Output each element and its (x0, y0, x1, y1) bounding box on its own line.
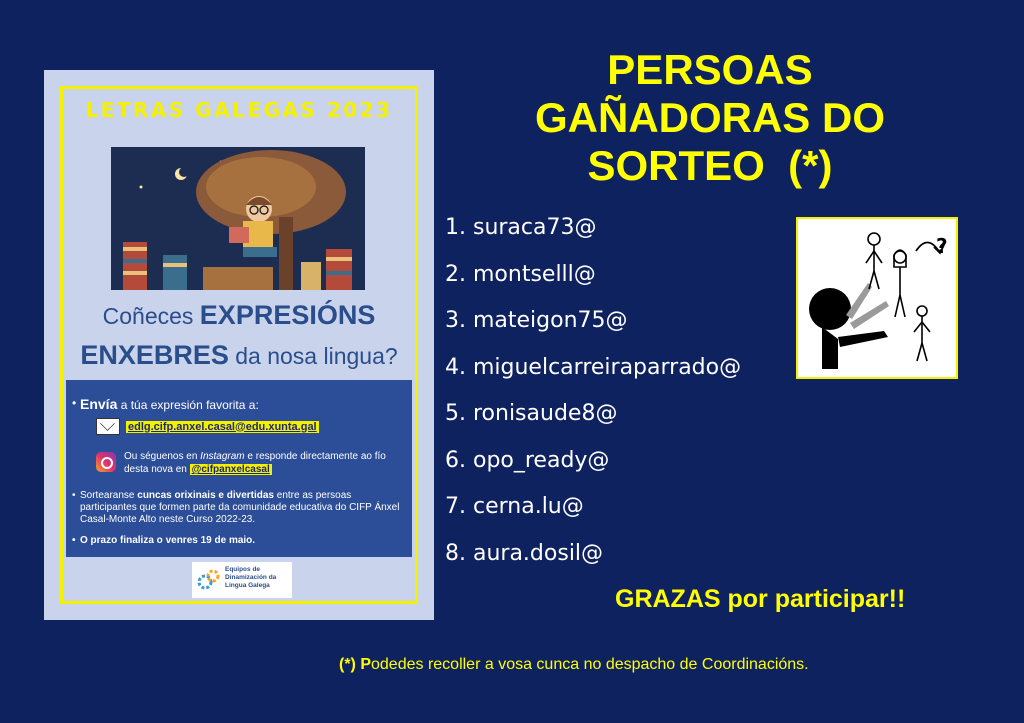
illustration-child-reading-in-tree (111, 147, 365, 290)
poster-question-line1 (44, 300, 434, 331)
mail-icon (96, 418, 120, 435)
footnote-mark: (*) (339, 656, 361, 673)
raffle-info (80, 490, 402, 526)
instagram-text (124, 450, 399, 476)
footnote (339, 656, 809, 674)
list-item: 2. montselll@ (445, 261, 596, 287)
footnote-text: odedes recoller a vosa cunca no despacho de Coordinacións. (371, 656, 809, 673)
poster-question-line2 (44, 340, 434, 371)
page-title-line: SORTEO (*) (587, 142, 833, 189)
raffle-rest: entre as persoas participantes que formen parte da comunidade educativa do CIFP Ánxel Casal-Monte Alto neste Curso 2022-23. (80, 490, 400, 525)
poster-question-emphasis: EXPRESIÓNS (199, 300, 376, 330)
instagram-icon (96, 452, 116, 472)
edlg-logo (192, 562, 292, 598)
deadline: • O prazo finaliza o venres 19 de maio. (80, 535, 255, 546)
poster-title: LETRAS GALEGAS 2023 (85, 98, 393, 122)
instagram-text-mid: e responde directamente ao fío desta nova en (124, 451, 386, 475)
poster (44, 70, 434, 620)
list-item: 7. cerna.lu@ (445, 494, 584, 519)
winners-list (445, 210, 741, 582)
send-rest: a túa expresión favorita a: (117, 398, 259, 412)
send-instruction (80, 396, 259, 412)
footnote-first-letter: P (360, 656, 371, 673)
thanks-message: GRAZAS por participar!! (615, 585, 906, 613)
logo-text: Equipos de Dinamización da Lingua Galega (225, 566, 277, 589)
raffle-bold: cuncas orixinais e divertidas (137, 490, 274, 501)
raffle-pre: Sortearanse (80, 490, 138, 501)
poster-info-box (66, 380, 412, 557)
instagram-handle-link[interactable]: @cifpanxelcasal (191, 464, 270, 475)
email-row (96, 418, 319, 435)
send-bold: Envía (80, 396, 118, 412)
pictogram-drawing (798, 219, 956, 377)
email-link[interactable]: edlg.cifp.anxel.casal@edu.xunta.gal (128, 420, 317, 433)
list-item: 6. opo_ready@ (445, 447, 610, 473)
poster-question-text: da nosa lingua? (228, 343, 398, 369)
list-item: 8. aura.dosil@ (445, 540, 604, 566)
list-item: 5. ronisaude8@ (445, 401, 618, 426)
choose-people-pictogram (796, 217, 958, 379)
list-item: 3. mateigon75@ (445, 308, 628, 333)
page-title (460, 46, 960, 190)
list-item: 4. miguelcarreiraparrado@ (445, 354, 742, 380)
list-item: 1. suraca73@ (445, 215, 597, 240)
instagram-text-pre: Ou séguenos en (124, 451, 201, 462)
poster-question-emphasis: ENXEBRES (80, 340, 229, 370)
gear-logo-icon (197, 568, 221, 592)
page-title-line: PERSOAS (607, 46, 813, 93)
page-title-line: GAÑADORAS DO (534, 94, 885, 141)
question-mark: ? (936, 234, 948, 258)
poster-question-text: Coñeces (102, 303, 200, 329)
instagram-italic: Instagram (200, 451, 245, 462)
